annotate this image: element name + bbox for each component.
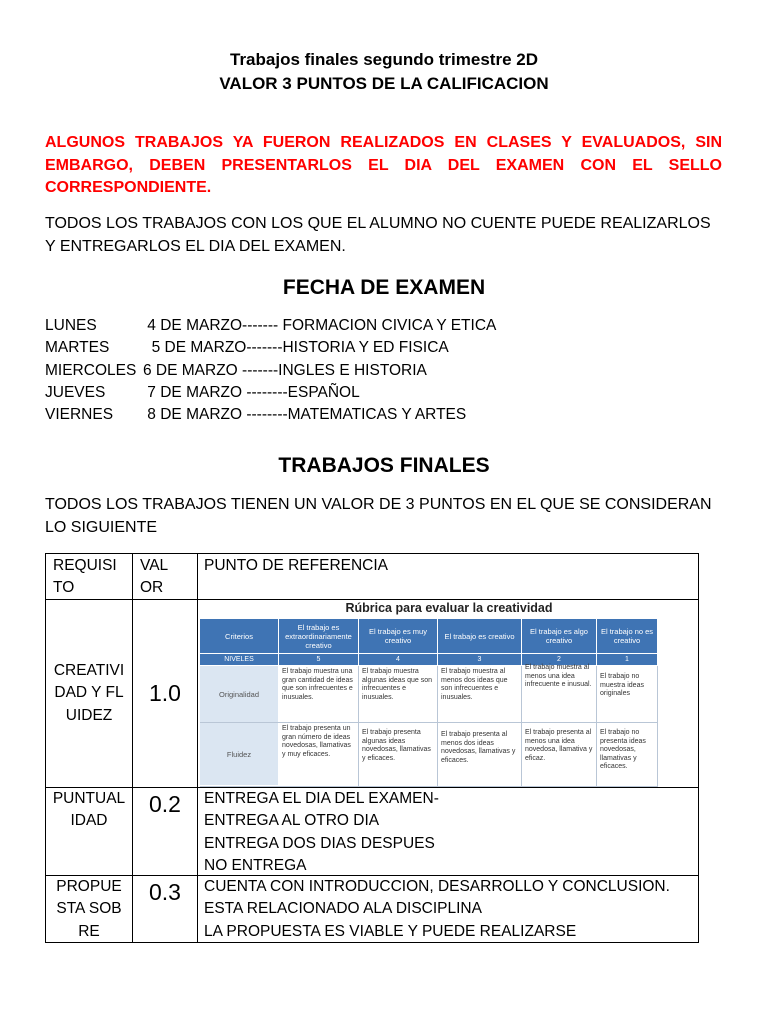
ref-line: ENTREGA AL OTRO DIA	[204, 812, 380, 830]
header-cell-valor	[132, 553, 198, 600]
rubric-level: 1	[597, 654, 657, 665]
schedule-detail: 4 DE MARZO------- FORMACION CIVICA Y ETICA	[143, 317, 497, 334]
schedule-day: MARTES	[45, 339, 110, 357]
rubric-header: El trabajo es muy creativo	[359, 619, 437, 653]
ref-line: NO ENTREGA	[204, 856, 307, 874]
schedule-day: LUNES	[45, 317, 97, 334]
value-propuesta: 0.3	[149, 879, 181, 905]
schedule-row	[45, 382, 496, 404]
schedule-row	[45, 337, 496, 359]
schedule-row	[45, 404, 496, 426]
red-notice: ALGUNOS TRABAJOS YA FUERON REALIZADOS EN CLASES Y EVALUADOS, SIN EMBARGO, DEBEN PRESENTARLOS EL DIA DEL EXAMEN CON EL SELLO CORRESPONDIENTE.	[45, 134, 722, 196]
schedule-detail: 8 DE MARZO --------MATEMATICAS Y ARTES	[143, 406, 467, 424]
rubric-cell: El trabajo muestra algunas ideas que son infrecuentes e inusuales.	[362, 668, 433, 701]
value-puntualidad: 0.2	[149, 791, 181, 817]
req-puntualidad: PUNTUALIDAD	[52, 790, 126, 830]
rubric-cell: El trabajo presenta un gran número de ideas novedosas, llamativas y muy eficaces.	[282, 725, 351, 758]
rubric-header-criterios: Criterios	[200, 619, 278, 653]
header-cell-requisito	[45, 553, 133, 600]
rubric-level: 3	[438, 654, 521, 665]
rubric-cell: El trabajo presenta al menos una idea novedosa, llamativa y eficaz.	[525, 729, 593, 762]
cell-propuesta	[45, 875, 133, 943]
rubric-image	[200, 599, 698, 794]
req-propuesta: PROPUESTA SOBRE	[56, 878, 122, 940]
schedule-day: VIERNES	[45, 406, 114, 424]
rubric-level: 5	[279, 654, 358, 665]
schedule-day: MIERCOLES	[45, 361, 137, 379]
notice-paragraph: TODOS LOS TRABAJOS CON LOS QUE EL ALUMNO NO CUENTE PUEDE REALIZARLOS Y ENTREGARLOS EL DIA DEL EXAMEN.	[45, 215, 711, 255]
rubric-cell: El trabajo muestra al menos una idea infrecuente e inusual.	[525, 664, 592, 689]
header-requisito: REQUISITO	[53, 557, 117, 597]
requirements-table	[45, 553, 699, 943]
rubric-level: 2	[522, 654, 596, 665]
rubric-levels-label: NIVELES	[200, 654, 278, 665]
rubric-grid-line	[521, 666, 522, 786]
cell-puntualidad	[45, 787, 133, 876]
ref-line: ENTREGA EL DIA DEL EXAMEN-	[204, 790, 439, 807]
cell-valor-propuesta	[132, 875, 198, 943]
rubric-cell: El trabajo muestra una gran cantidad de ideas que son infrecuentes e inusuales.	[282, 668, 353, 701]
rubric-cell: El trabajo presenta al menos dos ideas novedosas, llamativas y eficaces.	[441, 731, 516, 764]
header-referencia: PUNTO DE REFERENCIA	[204, 557, 389, 574]
rubric-grid-line	[437, 666, 438, 786]
rubric-header: El trabajo es algo creativo	[522, 619, 596, 653]
schedule-row	[45, 360, 496, 382]
req-creatividad: CREATIVIDAD Y FLUIDEZ	[53, 662, 125, 724]
header-cell-referencia	[197, 553, 699, 600]
rubric-criterion: Originalidad	[200, 666, 278, 722]
cell-valor-puntualidad	[132, 787, 198, 876]
rubric-grid-line	[358, 666, 359, 786]
schedule-day: JUEVES	[45, 383, 106, 401]
exam-heading: FECHA DE EXAMEN	[282, 276, 486, 299]
document-subtitle: VALOR 3 PUNTOS DE LA CALIFICACION	[219, 74, 549, 93]
rubric-grid-line	[657, 666, 658, 786]
ref-line: LA PROPUESTA ES VIABLE Y PUEDE REALIZARSE	[204, 922, 577, 940]
rubric-grid-line	[200, 786, 658, 787]
schedule-detail: 5 DE MARZO-------HISTORIA Y ED FISICA	[143, 339, 449, 357]
rubric-cell: El trabajo no presenta ideas novedosas, llamativas y eficaces.	[600, 729, 646, 771]
cell-creatividad	[45, 599, 133, 788]
rubric-header: El trabajo es creativo	[438, 619, 521, 653]
ref-line: ENTREGA DOS DIAS DESPUES	[204, 834, 435, 852]
header-valor: VALOR	[140, 557, 169, 597]
rubric-criterion: Fluidez	[200, 723, 278, 785]
works-heading: TRABAJOS FINALES	[278, 454, 490, 477]
rubric-header: El trabajo no es creativo	[597, 619, 657, 653]
works-intro: TODOS LOS TRABAJOS TIENEN UN VALOR DE 3 PUNTOS EN EL QUE SE CONSIDERAN LO SIGUIENTE	[45, 496, 712, 536]
rubric-title: Rúbrica para evaluar la creatividad	[345, 601, 553, 615]
rubric-cell: El trabajo presenta algunas ideas novedosas, llamativas y eficaces.	[362, 729, 431, 762]
cell-ref-puntualidad	[197, 787, 699, 876]
document-title: Trabajos finales segundo trimestre 2D	[230, 50, 538, 69]
schedule-detail: 7 DE MARZO --------ESPAÑOL	[143, 383, 360, 401]
rubric-cell: El trabajo muestra al menos dos ideas que son infrecuentes e inusuales.	[441, 668, 508, 701]
rubric-level: 4	[359, 654, 437, 665]
schedule-detail: 6 DE MARZO -------INGLES E HISTORIA	[143, 361, 427, 379]
exam-schedule	[45, 315, 496, 426]
value-creatividad: 1.0	[149, 680, 181, 706]
rubric-grid-line	[596, 666, 597, 786]
ref-line: ESTA RELACIONADO ALA DISCIPLINA	[204, 900, 482, 918]
schedule-row	[45, 315, 496, 337]
ref-line: CUENTA CON INTRODUCCION, DESARROLLO Y CONCLUSION.	[204, 878, 670, 895]
rubric-grid-line	[200, 722, 658, 723]
cell-ref-propuesta	[197, 875, 699, 943]
cell-valor-creatividad	[132, 599, 198, 788]
rubric-cell: El trabajo no muestra ideas originales	[600, 673, 644, 698]
rubric-header: El trabajo es extraordinariamente creativo	[279, 619, 358, 653]
